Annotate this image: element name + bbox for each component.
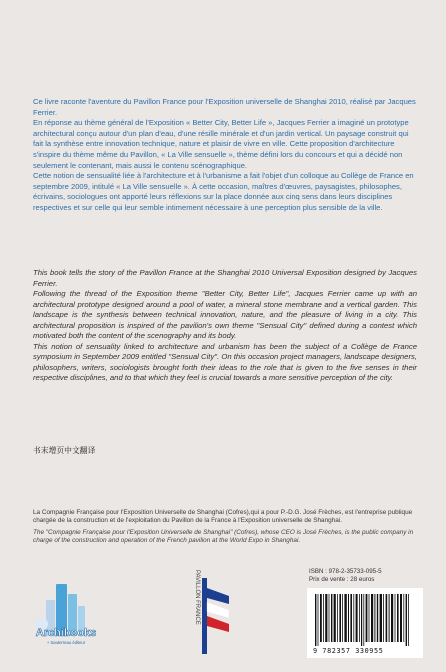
pavillon-france-logo-text: PAVILLON FRANCE [194, 570, 200, 625]
credits [33, 509, 417, 546]
credits-english: The "Compagnie Française pour l'Exposition Universelle de Shanghai" (Cofres), whose CEO is José Frèches, is the public company in charge of the construction and operation of the French pavilion at the World Expo in Shanghai. [33, 528, 414, 545]
price: Prix de vente : 28 euros [309, 576, 375, 583]
archibooks-logo-subtext: + Sauterreau éditeur [46, 640, 86, 645]
pavillon-france-logo [189, 568, 229, 658]
isbn: ISBN : 978-2-35733-095-5 [309, 568, 382, 575]
archibooks-logo-text: Archibooks [35, 627, 97, 639]
french-paragraph-1: Ce livre raconte l'aventure du Pavillon France pour l'Exposition universelle de Shanghai 2010, réalisé par Jacques Ferrier. [33, 97, 416, 117]
english-paragraph-2: Following the thread of the Exposition theme "Better City, Better Life", Jacques Ferrier came up with an architectural prototype designed around a pool of water, a mineral stone membrane and a vertical garden. This landscape is the synthesis between technical innovation, nature, and the pleasure of living in a city. This architectural proposition is inspired of the pavilion's own theme "Sensual City" defined during a contest which motivated both the content of the scenography and its body. [33, 289, 417, 340]
english-blurb [33, 268, 417, 384]
barcode [307, 588, 423, 658]
english-paragraph-3: This notion of sensuality linked to architecture and urbanism has been the subject of a Collège de France symposium in September 2009 entitled "Sensual City". On this occasion project managers, landscape designers, philosophers, writers, sociologists brought forth their ideas to the role that is given to the five senses in their respective disciplines, and to that which they feel is crucial towards a more sensitive perception of the city. [33, 341, 417, 382]
isbn-block [309, 568, 382, 584]
french-blurb [33, 97, 417, 214]
credits-french: La Compagnie Française pour l'Exposition Universelle de Shanghai (Cofres),qui a pour P.-D.G. José Frèches, est l'entreprise publique chargée de la construction et de l'exploitation du Pavillon de la France à l'Exposition universelle de Shanghai. [33, 509, 413, 525]
french-paragraph-2: En réponse au thème général de l'Exposition « Better City, Better Life », Jacques Ferrier a imaginé un prototype architectural conçu autour d'un plan d'eau, d'une résille minérale et d'un jardin vertical. Un paysage construit qui fait la synthèse entre innovation technique, nature et plaisir de vivre en ville. Cette proposition d'architecture s'inspire du thème même du Pavillon, « La Ville sensuelle », thème défini lors du concours et qui a décidé non seulement le contenant, mais aussi le contenu scénographique. [33, 118, 409, 170]
french-paragraph-3: Cette notion de sensualité liée à l'architecture et à l'urbanisme a fait l'objet d'un colloque au Collège de France en septembre 2009, intitulé « La Ville sensuelle ». À cette occasion, maîtres d'œuvres, paysagistes, philosophes, écrivains, sociologues ont apporté leurs réflexions sur la place donnée aux cinq sens dans leurs disciplines respectives et sur celle qui leur semble intimement nécessaire à une perception plus sensible de la ville. [33, 171, 414, 212]
archibooks-logo [30, 572, 102, 652]
english-paragraph-1: This book tells the story of the Pavillon France at the Shanghai 2010 Universal Exposition designed by Jacques Ferrier. [33, 268, 417, 288]
barcode-number: 9 782357 330955 [313, 647, 384, 655]
chinese-translation-note: 书末增页中文翻译 [33, 446, 96, 455]
